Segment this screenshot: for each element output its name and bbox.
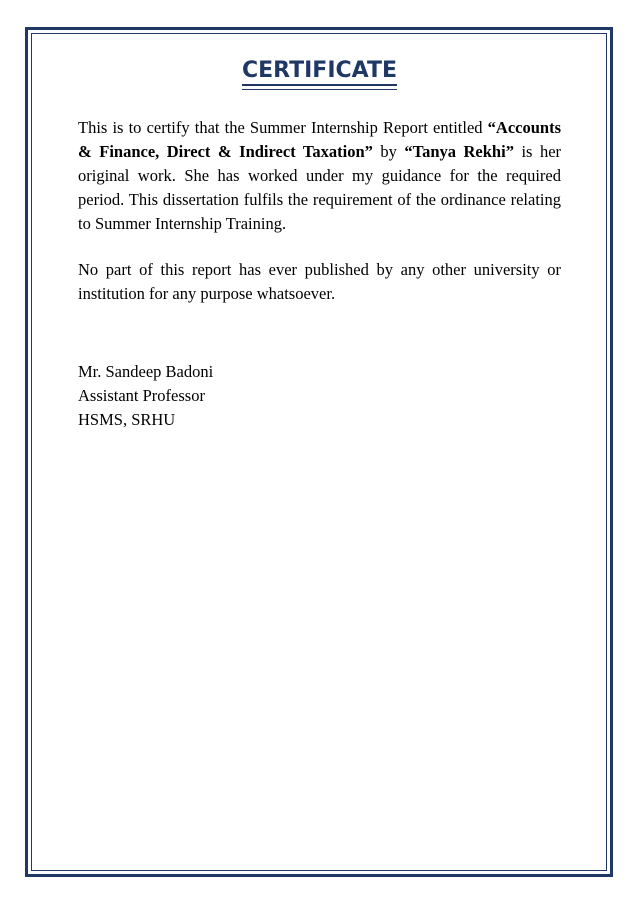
report-title: “Accounts & Finance, Direct & Indirect Taxation” [78, 118, 561, 161]
para1-text-1: This is to certify that the Summer Internship Report entitled [78, 118, 488, 137]
certificate-body [78, 56, 561, 432]
certificate-title [78, 56, 561, 86]
signatory-designation: Assistant Professor [78, 386, 205, 405]
para1-text-2: by [372, 142, 405, 161]
signatory-name: Mr. Sandeep Badoni [78, 362, 214, 381]
signatory-institution: HSMS, SRHU [78, 410, 176, 429]
certificate-title-text: CERTIFICATE [242, 58, 397, 86]
para1-text-3: is her original work. She has worked under my guidance for the required period. This dissertation fulfils the requirement of the ordinance relating to Summer Internship Training. [78, 142, 562, 233]
certificate-paragraph-2: No part of this report has ever published by any other university or institution for any purpose whatsoever. [78, 260, 561, 303]
signatory-block [78, 360, 561, 432]
certificate-paragraph-1 [78, 116, 561, 236]
student-name: “Tanya Rekhi” [404, 142, 514, 161]
